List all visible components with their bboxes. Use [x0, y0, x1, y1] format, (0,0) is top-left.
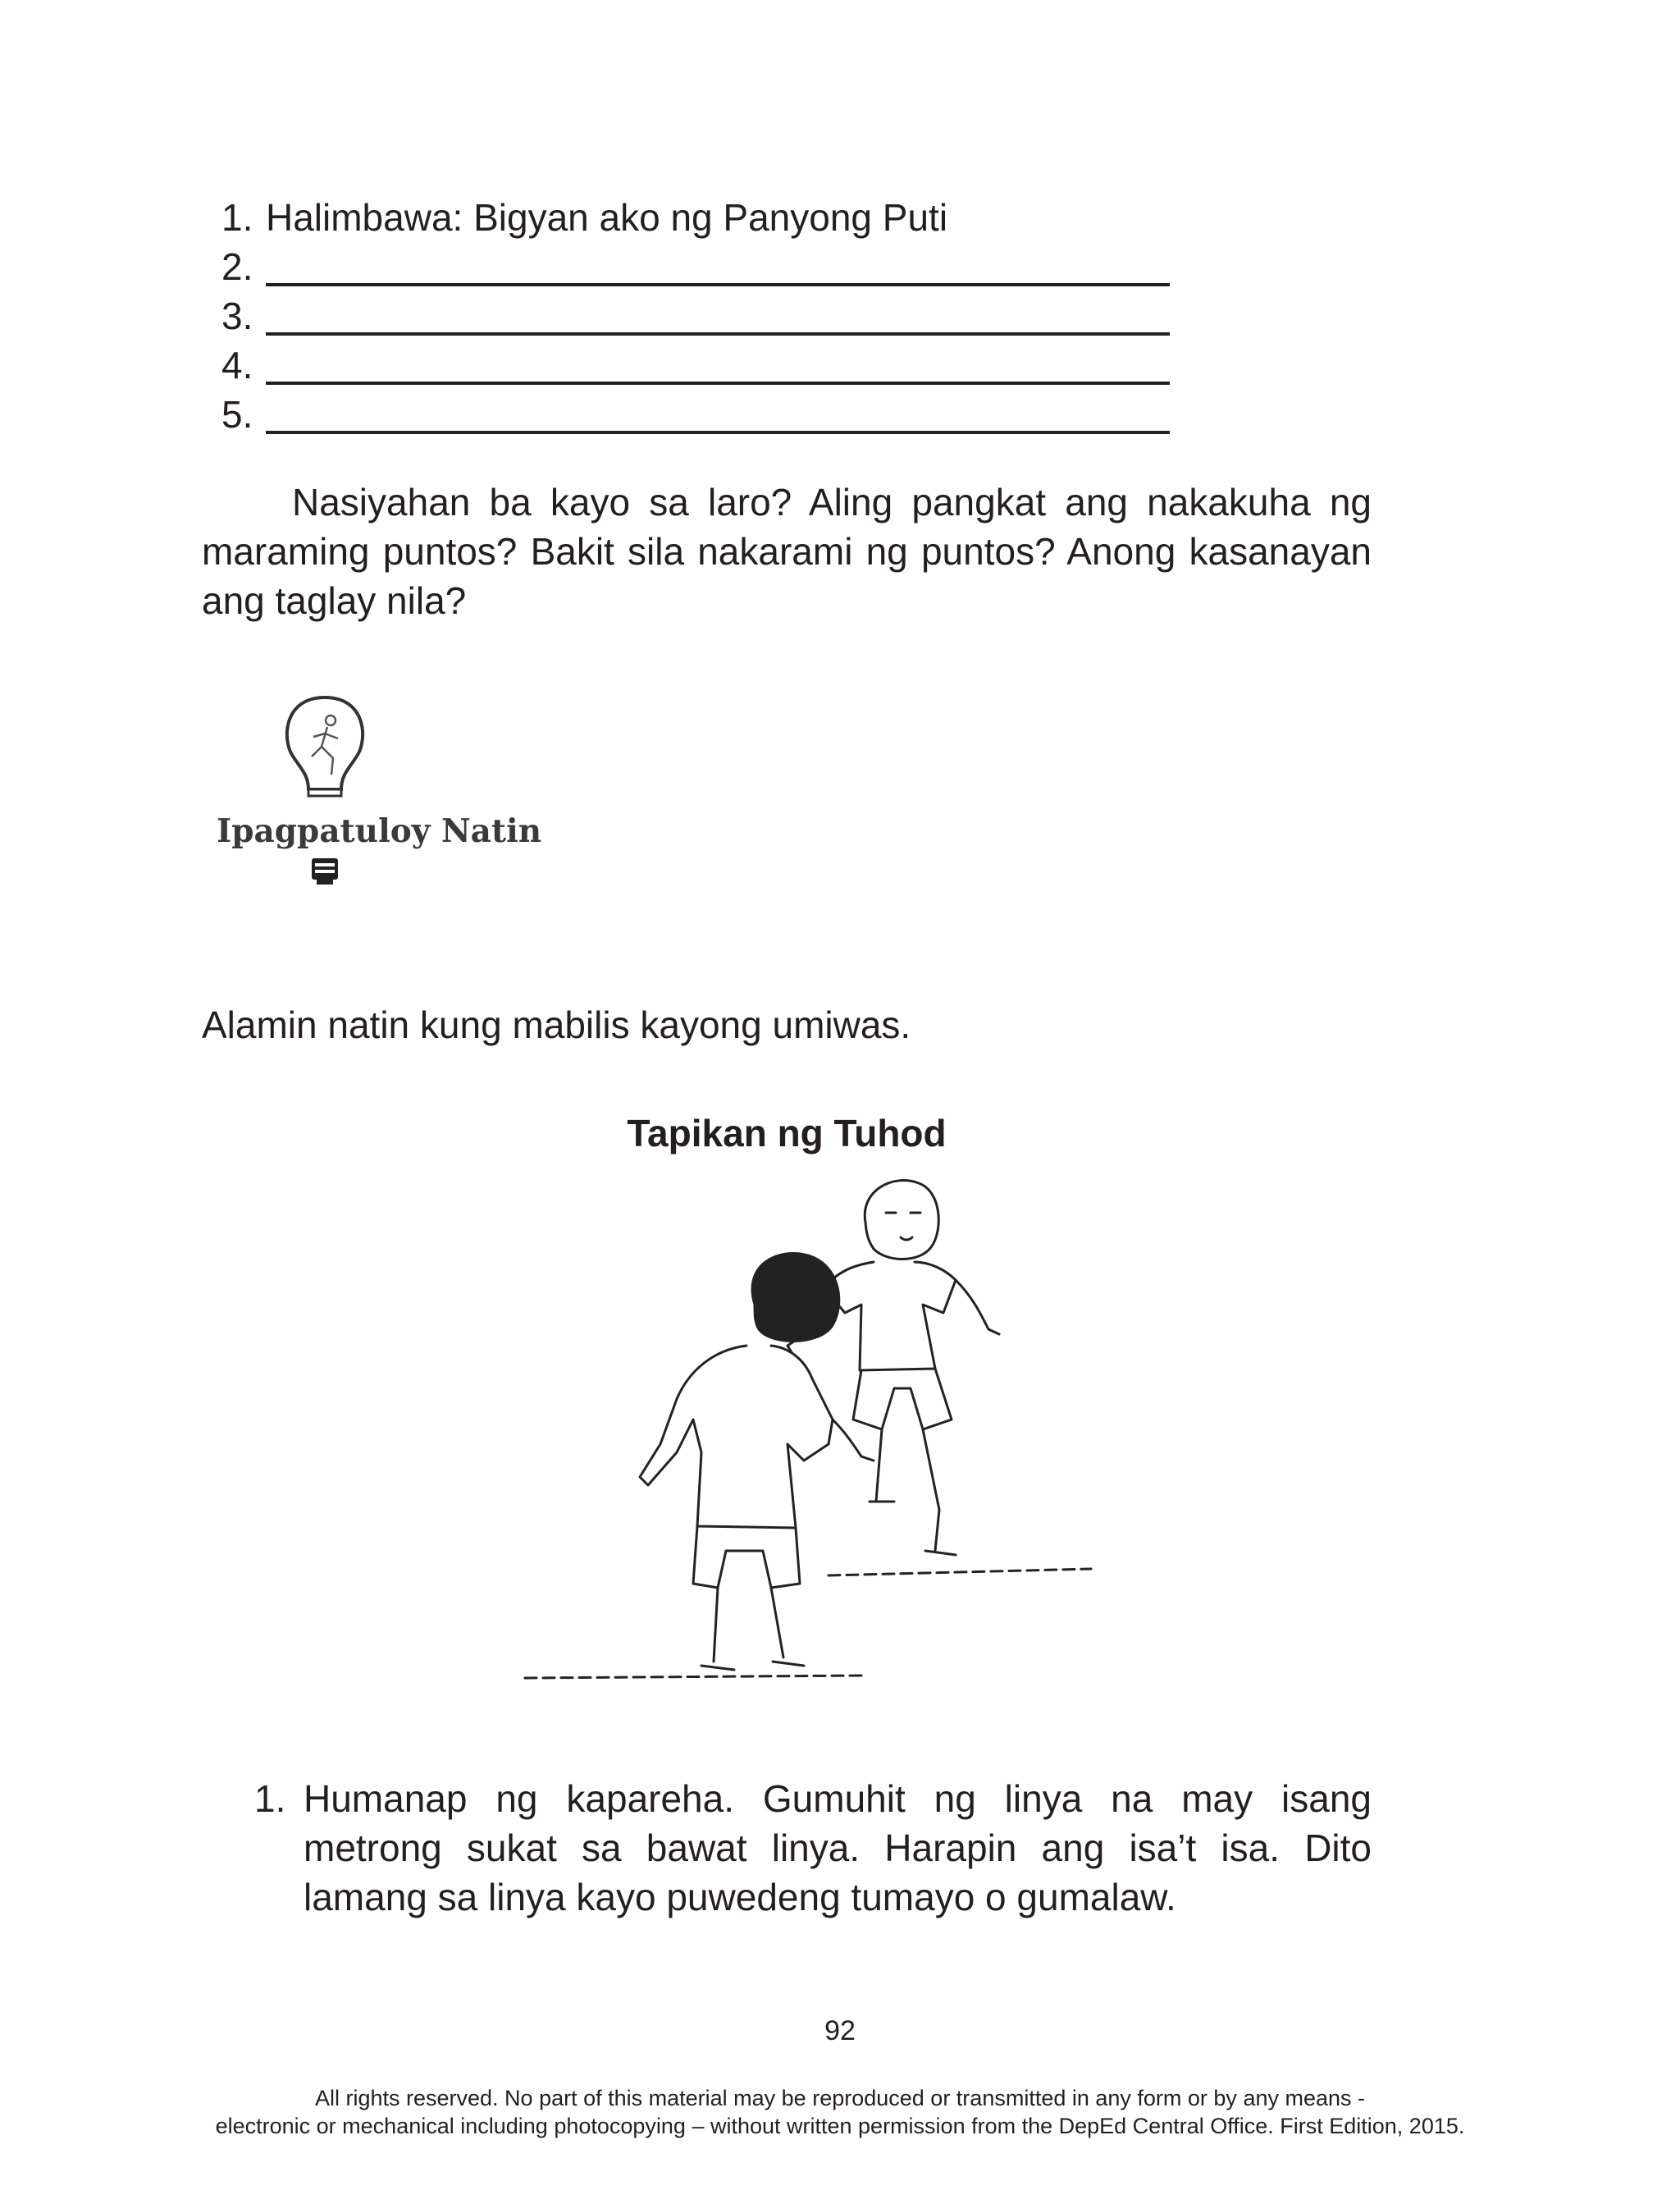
copyright-line: All rights reserved. No part of this material may be reproduced or transmitted in any form or by any means -	[314, 2086, 1366, 2110]
list-number: 3.	[221, 295, 253, 337]
copyright-footer	[0, 2084, 1680, 2140]
section-badge	[202, 689, 542, 968]
page-number: 92	[824, 2015, 856, 2046]
answer-blank-line[interactable]	[266, 344, 1170, 385]
list-item	[221, 341, 1170, 390]
copyright-line: electronic or mechanical including photocopying – without written permission from the DepEd Central Office. First Edition, 2015.	[215, 2114, 1465, 2138]
answer-list	[221, 193, 1170, 439]
list-number: 4.	[221, 344, 253, 386]
answer-blank-line[interactable]	[266, 295, 1170, 336]
answer-blank-line[interactable]	[266, 245, 1170, 286]
instruction-text: Humanap ng kapareha. Gumuhit ng linya na may isang metrong sukat sa bawat linya. Harapin ang isa’t isa. Dito lamang sa linya kayo puwedeng tumayo o gumalaw.	[304, 1777, 1372, 1918]
list-number: 1.	[221, 196, 253, 239]
two-children-playing-illustration	[509, 1173, 1116, 1740]
instruction-number: 1.	[254, 1777, 286, 1820]
section-label: Ipagpatuloy Natin	[217, 812, 542, 850]
answer-blank-line[interactable]	[266, 393, 1170, 434]
list-item	[221, 291, 1170, 341]
list-item	[221, 242, 1170, 291]
list-item	[221, 193, 1170, 242]
list-item	[221, 390, 1170, 439]
list-number: 2.	[221, 245, 253, 288]
intro-text: Alamin natin kung mabilis kayong umiwas.	[202, 1004, 911, 1046]
activity-title: Tapikan ng Tuhod	[627, 1112, 947, 1154]
list-text: Halimbawa: Bigyan ako ng Panyong Puti	[266, 196, 948, 239]
instruction-item	[254, 1774, 1372, 1922]
reflection-paragraph: Nasiyahan ba kayo sa laro? Aling pangkat ang nakakuha ng maraming puntos? Bakit sila nakarami ng puntos? Anong kasanayan ang taglay nila?	[202, 481, 1372, 622]
list-number: 5.	[221, 393, 253, 436]
